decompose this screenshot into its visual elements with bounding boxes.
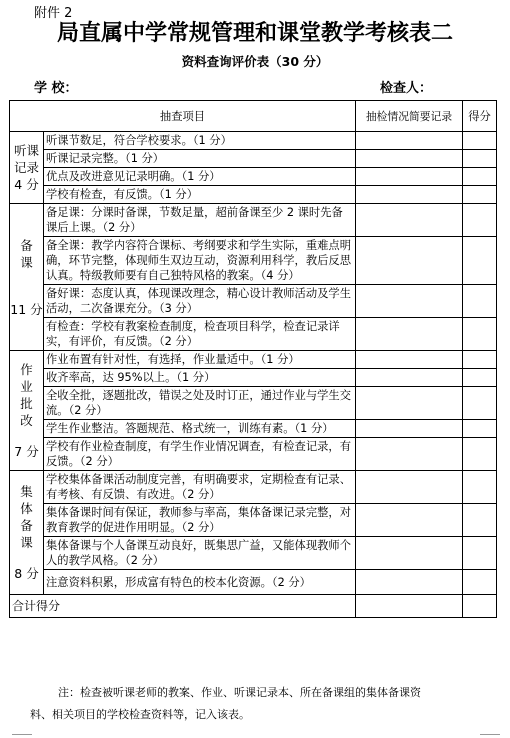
score-cell[interactable] [463,504,497,537]
item-cell: 学校有作业检查制度，有学生作业情况调查，有检查记录，有反馈。（2 分） [44,438,356,471]
page-subtitle: 资料查询评价表（30 分） [181,54,329,69]
header-score: 得分 [463,101,497,132]
table-row [10,387,497,420]
score-cell[interactable] [463,420,497,438]
category-cell [10,204,44,351]
record-cell[interactable] [356,150,463,168]
table-row [10,471,497,504]
footnote-line-1: 注：检查被听课老师的教案、作业、听课记录本、所在备课组的集体备课资 [58,686,421,699]
category-score: 11 分 [10,301,43,317]
score-cell[interactable] [463,237,497,285]
category-name: 听课记录 [13,143,39,175]
category-cell [10,132,44,204]
item-cell: 集体备课与个人备课互动良好，既集思广益，又能体现教师个人的教学风格。（2 分） [44,537,356,570]
record-cell[interactable] [356,570,463,595]
item-cell: 备足课：分课时备课，节数足量，超前备课至少 2 课时先备课后上课。（2 分） [44,204,356,237]
category-score: 4 分 [14,177,39,192]
item-cell: 学生作业整洁。答题规范、格式统一，训练有素。（1 分） [44,420,356,438]
record-cell[interactable] [356,168,463,186]
total-row [10,595,497,618]
record-cell[interactable] [356,237,463,285]
record-cell[interactable] [356,186,463,204]
table-row [10,204,497,237]
item-cell: 全收全批，逐题批改，错误之处及时订正，通过作业与学生交流。（2 分） [44,387,356,420]
record-cell[interactable] [356,387,463,420]
item-cell: 备好课：态度认真，体现课改理念，精心设计教师活动及学生活动，二次备课充分。（3 分） [44,285,356,318]
score-cell[interactable] [463,150,497,168]
table-row [10,504,497,537]
table-row [10,369,497,387]
school-field-label: 学 校： [34,81,78,96]
table-row [10,351,497,369]
item-cell: 集体备课时间有保证，教师参与率高，集体备课记录完整，对教育教学的促进作用明显。（2 分） [44,504,356,537]
item-cell: 学校集体备课活动制度完善，有明确要求，定期检查有记录、有考核、有反馈、有改进。（2 分） [44,471,356,504]
table-row [10,285,497,318]
score-cell[interactable] [463,168,497,186]
checker-field-label: 检查人： [380,81,433,96]
table-row [10,420,497,438]
score-cell[interactable] [463,186,497,204]
total-record-cell[interactable] [356,595,463,618]
score-cell[interactable] [463,285,497,318]
table-row [10,537,497,570]
category-name: 作业批改 [20,362,33,428]
table-row [10,168,497,186]
table-row [10,318,497,351]
score-cell[interactable] [463,537,497,570]
attachment-label: 附件 2 [34,6,73,21]
record-cell[interactable] [356,351,463,369]
score-cell[interactable] [463,369,497,387]
footer-rule-left [12,734,32,735]
item-cell: 注意资料积累，形成富有特色的校本化资源。（2 分） [44,570,356,595]
score-cell[interactable] [463,132,497,150]
category-cell [10,351,44,471]
record-cell[interactable] [356,369,463,387]
footnote-line-2: 料、相关项目的学校检查资料等，记入该表。 [30,708,250,721]
footnote [30,682,490,726]
table-row [10,132,497,150]
item-cell: 备全课：教学内容符合课标、考纲要求和学生实际，重难点明确，环节完整，体现师生双边互动，资源利用科学，教后反思认真。特级教师要有自己独特风格的教案。（4 分） [44,237,356,285]
score-cell[interactable] [463,387,497,420]
evaluation-table [9,100,497,618]
category-score: 8 分 [14,566,39,581]
record-cell[interactable] [356,504,463,537]
record-cell[interactable] [356,204,463,237]
header-items: 抽查项目 [10,101,356,132]
score-cell[interactable] [463,351,497,369]
table-row [10,570,497,595]
table-row [10,150,497,168]
item-cell: 听课节数足，符合学校要求。（1 分） [44,132,356,150]
page-title: 局直属中学常规管理和课堂教学考核表二 [56,21,453,46]
record-cell[interactable] [356,285,463,318]
item-cell: 听课记录完整。（1 分） [44,150,356,168]
category-cell [10,471,44,595]
score-cell[interactable] [463,318,497,351]
item-cell: 优点及改进意见记录明确。（1 分） [44,168,356,186]
footer-rule-right [480,734,500,735]
table-header-row [10,101,497,132]
item-cell: 学校有检查，有反馈。（1 分） [44,186,356,204]
header-record: 抽检情况简要记录 [356,101,463,132]
record-cell[interactable] [356,318,463,351]
record-cell[interactable] [356,420,463,438]
table-row [10,237,497,285]
category-name: 集体备课 [20,484,33,550]
total-score-cell[interactable] [463,595,497,618]
record-cell[interactable] [356,132,463,150]
total-label: 合计得分 [10,595,356,618]
record-cell[interactable] [356,438,463,471]
item-cell: 有检查：学校有教案检查制度，检查项目科学，检查记录详实，有评价，有反馈。（2 分） [44,318,356,351]
category-score: 7 分 [14,444,39,459]
record-cell[interactable] [356,537,463,570]
score-cell[interactable] [463,570,497,595]
record-cell[interactable] [356,471,463,504]
category-name: 备课 [20,237,33,270]
score-cell[interactable] [463,204,497,237]
score-cell[interactable] [463,438,497,471]
item-cell: 作业布置有针对性，有选择，作业量适中。（1 分） [44,351,356,369]
score-cell[interactable] [463,471,497,504]
item-cell: 收齐率高，达 95%以上。（1 分） [44,369,356,387]
table-row [10,438,497,471]
table-row [10,186,497,204]
